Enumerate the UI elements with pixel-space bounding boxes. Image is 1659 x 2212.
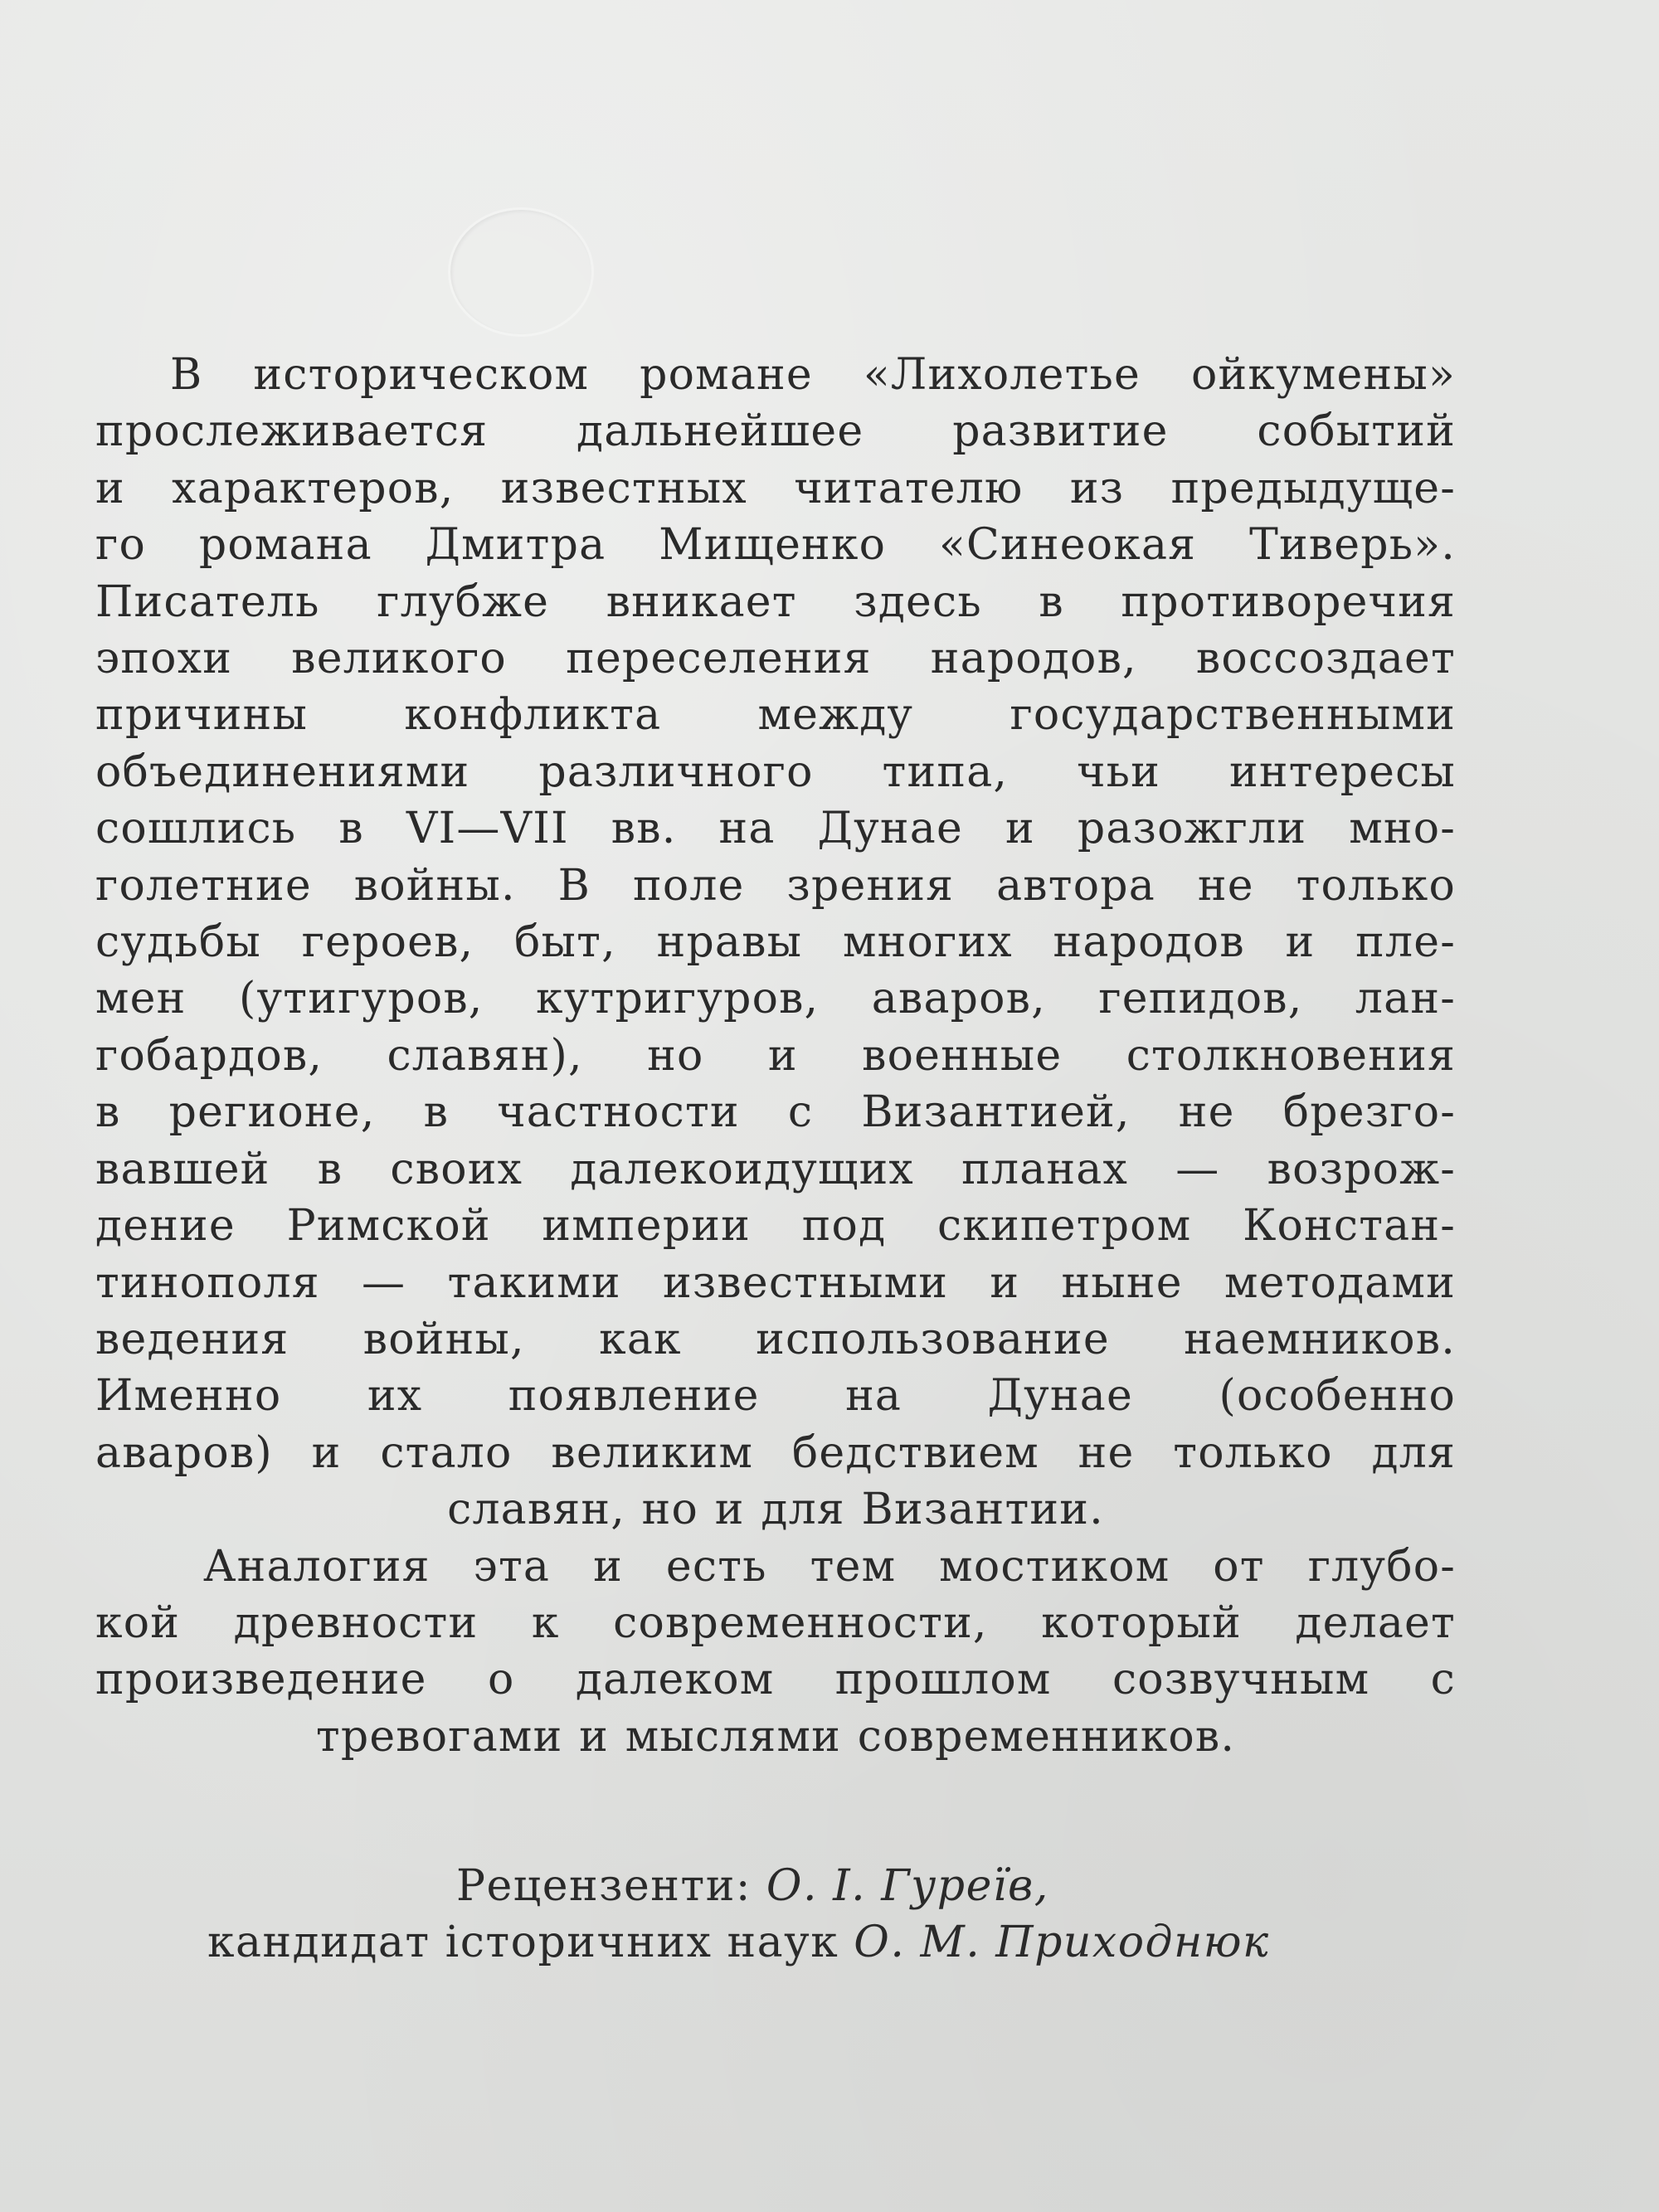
text-line: и характеров, известных читателю из предыдуще- xyxy=(95,463,1456,513)
text-line: тинополя — такими известными и ныне методами xyxy=(95,1257,1456,1308)
text-line: мен (утигуров, кутригуров, аваров, гепидов, лан- xyxy=(95,974,1456,1024)
text-line: сошлись в VI—VII вв. на Дунае и разожгли мно- xyxy=(95,804,1456,854)
text-line: Аналогия эта и есть тем мостиком от глубо- xyxy=(203,1541,1456,1592)
text-line: голетние войны. В поле зрения автора не только xyxy=(95,860,1456,911)
reviewer-name: О. І. Гуреїв, xyxy=(766,1861,1049,1911)
reviewers-block xyxy=(0,1858,1659,1971)
reviewers-line-1 xyxy=(0,1858,1659,1914)
reviewer-name: О. М. Приходнюк xyxy=(854,1918,1270,1967)
text-line: судьбы героев, быт, нравы многих народов и пле- xyxy=(95,917,1456,968)
text-line: объединениями различного типа, чьи интересы xyxy=(95,746,1456,797)
embossed-mark xyxy=(448,207,594,337)
text-line: прослеживается дальнейшее развитие событий xyxy=(95,406,1456,457)
text-line: произведение о далеком прошлом созвучным с xyxy=(95,1655,1456,1705)
text-line: причины конфликта между государственными xyxy=(95,690,1456,741)
text-line: дение Римской империи под скипетром Констан- xyxy=(95,1201,1456,1252)
text-line: ведения войны, как использование наемников. xyxy=(95,1314,1456,1364)
text-line: В историческом романе «Лихолетье ойкумены» xyxy=(170,350,1456,400)
reviewers-line-2 xyxy=(0,1914,1659,1971)
text-line: Писатель глубже вникает здесь в противоречия xyxy=(95,576,1456,627)
text-line: кой древности к современности, который делает xyxy=(95,1597,1456,1648)
text-line: вавшей в своих далекоидущих планах — возрож- xyxy=(95,1144,1456,1194)
text-line: эпохи великого переселения народов, воссоздает xyxy=(95,634,1456,684)
book-annotation xyxy=(95,347,1456,1765)
text-line: Именно их появление на Дунае (особенно xyxy=(95,1371,1456,1422)
text-line: аваров) и стало великим бедствием не только для xyxy=(95,1427,1456,1478)
reviewers-label: Рецензенти: xyxy=(456,1861,752,1911)
text-line: го романа Дмитра Мищенко «Синеокая Тиверь». xyxy=(95,520,1456,571)
text-line: в регионе, в частности с Византией, не брезго- xyxy=(95,1087,1456,1138)
text-line: славян, но и для Византии. xyxy=(447,1485,1104,1535)
reviewer-degree: кандидат історичних наук xyxy=(207,1918,839,1967)
text-line: тревогами и мыслями современников. xyxy=(315,1711,1236,1762)
text-line: гобардов, славян), но и военные столкновения xyxy=(95,1030,1456,1081)
